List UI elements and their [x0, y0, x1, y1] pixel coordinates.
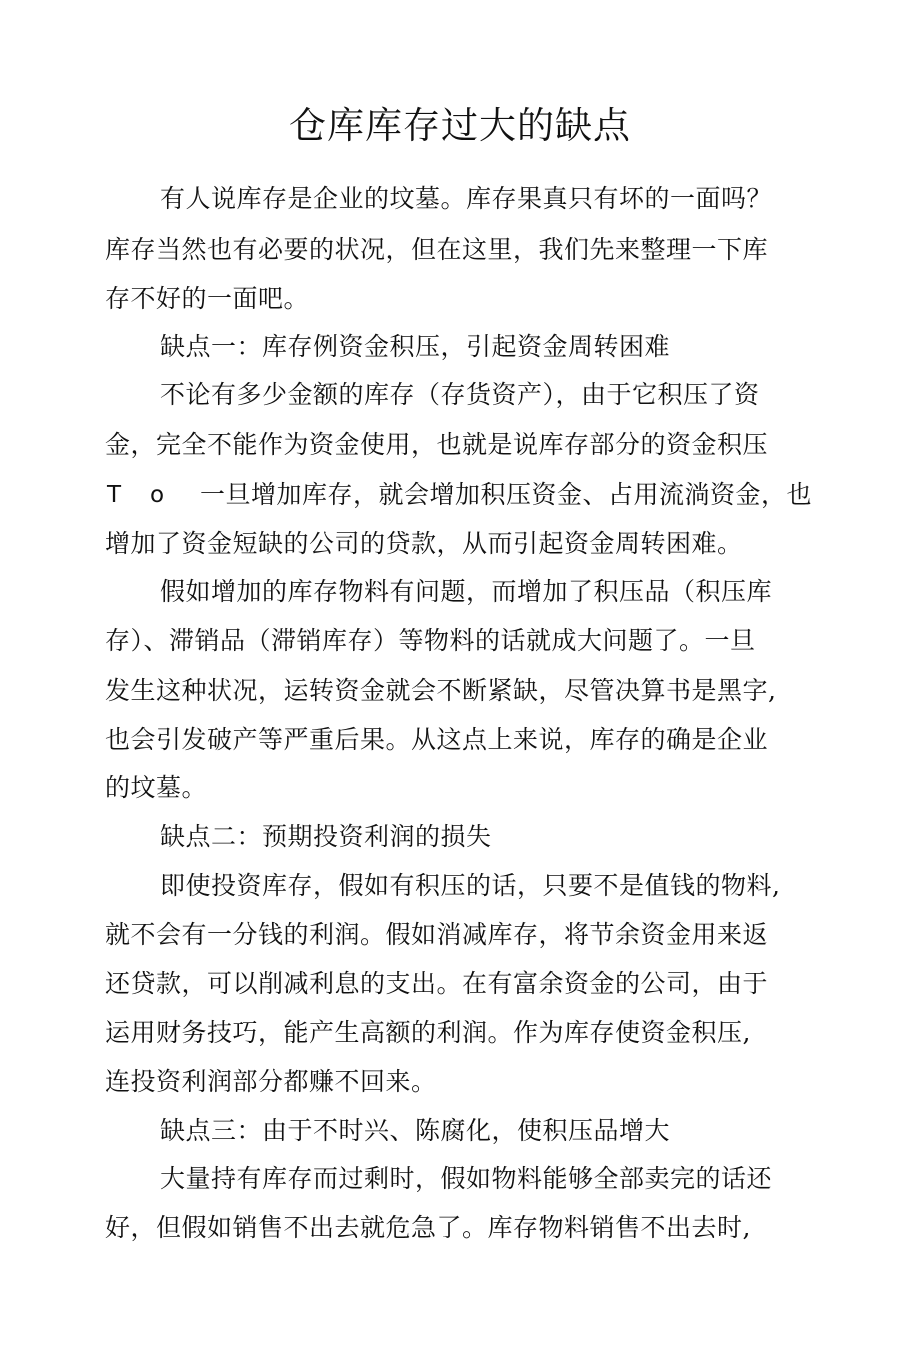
paragraph-line: 不论有多少金额的库存（存货资产），由于它积压了资: [160, 380, 760, 409]
paragraph-line: 的坟墓。: [105, 773, 208, 802]
section-heading: 缺点二：预期投资利润的损失: [160, 822, 492, 851]
paragraph-line: 存）、滞销品（滞销库存）等物料的话就成大问题了。一旦: [105, 626, 756, 655]
paragraph-line: 库存当然也有必要的状况，但在这里，我们先来整理一下库: [105, 235, 769, 264]
paragraph-line: 运用财务技巧，能产生高额的利润。作为库存使资金积压,: [105, 1018, 751, 1047]
paragraph-line: 就不会有一分钱的利润。假如消减库存，将节余资金用来返: [105, 920, 769, 949]
paragraph-line: 一旦增加库存，就会增加积压资金、占用流淌资金，也: [200, 480, 813, 509]
section-heading: 缺点一：库存例资金积压，引起资金周转困难: [160, 332, 671, 361]
paragraph-line: 金，完全不能作为资金使用，也就是说库存部分的资金积压: [105, 430, 769, 459]
paragraph-line: 也会引发破产等严重后果。从这点上来说，库存的确是企业: [105, 725, 769, 754]
paragraph-line: 发生这种状况，运转资金就会不断紧缺，尽管决算书是黑字,: [105, 676, 777, 705]
paragraph-line: 有人说库存是企业的坟墓。库存果真只有坏的一面吗？: [160, 184, 773, 213]
stray-letter-o: o: [150, 482, 165, 508]
paragraph-line: 还贷款，可以削减利息的支出。在有富余资金的公司，由于: [105, 969, 769, 998]
paragraph-line: 增加了资金短缺的公司的贷款，从而引起资金周转困难。: [105, 529, 743, 558]
paragraph-line: 好，但假如销售不出去就危急了。库存物料销售不出去时,: [105, 1213, 751, 1242]
paragraph-line: 存不好的一面吧。: [105, 284, 310, 313]
document-title: 仓库库存过大的缺点: [289, 104, 631, 147]
paragraph-line: 连投资利润部分都赚不回来。: [105, 1067, 437, 1096]
section-heading: 缺点三：由于不时兴、陈腐化，使积压品增大: [160, 1116, 671, 1145]
paragraph-line: 大量持有库存而过剩时，假如物料能够全部卖完的话还: [160, 1164, 773, 1193]
paragraph-line: 假如增加的库存物料有问题，而增加了积压品（积压库: [160, 577, 773, 606]
stray-letter-t: T: [107, 482, 122, 508]
paragraph-line: 即使投资库存，假如有积压的话，只要不是值钱的物料,: [160, 871, 781, 900]
